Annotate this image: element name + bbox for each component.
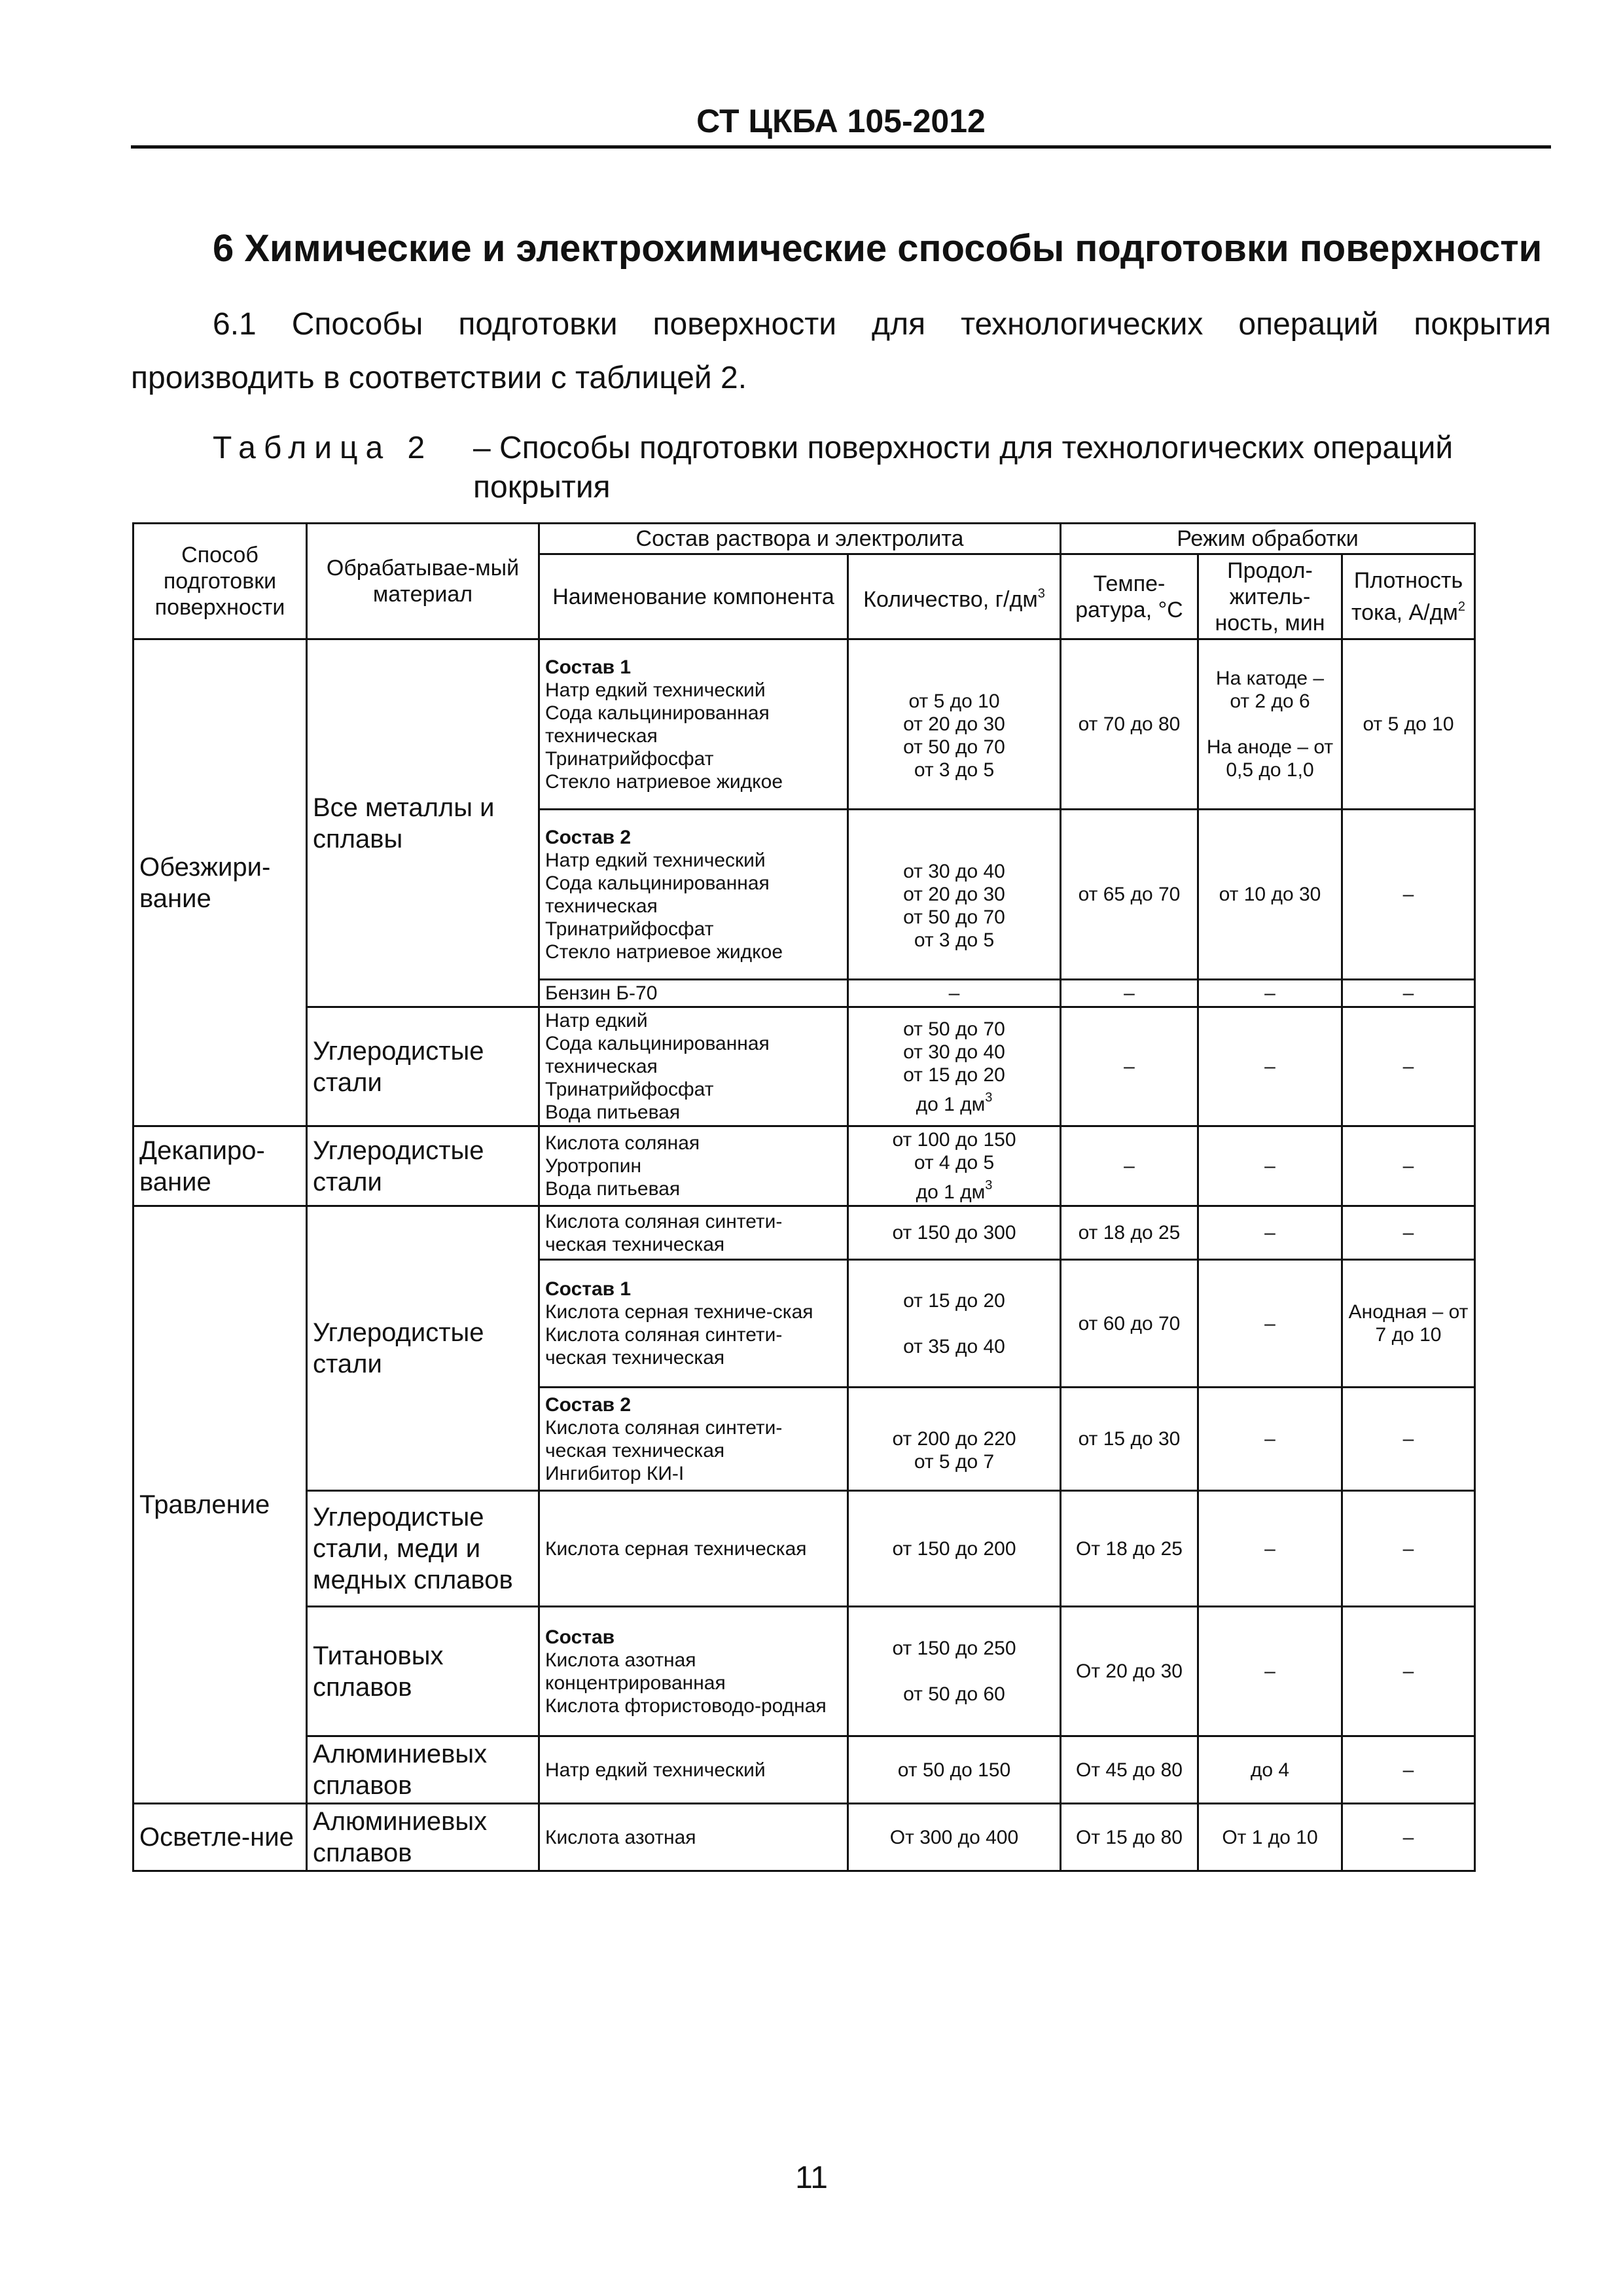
preparation-methods-table	[132, 522, 1476, 1872]
method-degreasing: Обезжири-вание	[134, 639, 307, 1126]
component-cell: Кислота соляная синтети-ческая техническая	[539, 1206, 848, 1260]
current-density-cell: –	[1342, 1126, 1475, 1206]
component-cell: Натр едкий Сода кальцинированная техническая Тринатрийфосфат Вода питьевая	[539, 1007, 848, 1126]
duration-cell: –	[1198, 1260, 1342, 1388]
temperature-cell: от 70 до 80	[1061, 639, 1198, 810]
current-density-cell: –	[1342, 1388, 1475, 1491]
table-row	[134, 1607, 1475, 1736]
table-row	[134, 1007, 1475, 1126]
method-decapping: Декапиро-вание	[134, 1126, 307, 1206]
header-duration: Продол-житель-ность, мин	[1198, 554, 1342, 639]
duration-cell: от 10 до 30	[1198, 810, 1342, 980]
temperature-cell: от 65 до 70	[1061, 810, 1198, 980]
duration-cell: На катоде – от 2 до 6 На аноде – от 0,5 до 1,0	[1198, 639, 1342, 810]
paragraph-6-1: 6.1 Способы подготовки поверхности для технологических операций покрытия производить в соответствии с таблицей 2.	[131, 307, 1551, 395]
duration-cell: –	[1198, 1126, 1342, 1206]
duration-cell: –	[1198, 980, 1342, 1007]
temperature-cell: От 45 до 80	[1061, 1736, 1198, 1804]
temperature-cell: –	[1061, 1007, 1198, 1126]
header-quantity: Количество, $г/дм^3$	[848, 554, 1061, 639]
quantity-cell: От 300 до 400	[848, 1804, 1061, 1871]
material-all-metals: Все металлы и сплавы	[307, 639, 539, 1007]
material-carbon-steel: Углеродистые стали	[307, 1007, 539, 1126]
header-mode: Режим обработки	[1061, 524, 1475, 554]
temperature-cell: от 15 до 30	[1061, 1388, 1198, 1491]
header-component: Наименование компонента	[539, 554, 848, 639]
material-aluminium-alloys: Алюминиевых сплавов	[307, 1804, 539, 1871]
composition-2-components: Состав 2 Кислота соляная синтети-ческая техническая Ингибитор КИ-I	[539, 1388, 848, 1491]
component-cell: Бензин Б-70	[539, 980, 848, 1007]
component-cell: Состав Кислота азотная концентрированная Кислота фтористоводо-родная	[539, 1607, 848, 1736]
quantity-cell: –	[848, 980, 1061, 1007]
table-caption-prefix: Таблица 2	[213, 431, 433, 465]
table-row	[134, 1804, 1475, 1871]
current-density-cell: –	[1342, 1736, 1475, 1804]
duration-cell: –	[1198, 1607, 1342, 1736]
composition-2-components: Состав 2 Натр едкий технический Сода кальцинированная техническая Тринатрийфосфат Стекло натриевое жидкое	[539, 810, 848, 980]
component-cell: Натр едкий технический	[539, 1736, 848, 1804]
document-code-header: СТ ЦКБА 105-2012	[696, 103, 986, 139]
temperature-cell: –	[1061, 1126, 1198, 1206]
current-density-cell: –	[1342, 1607, 1475, 1736]
duration-cell: –	[1198, 1491, 1342, 1607]
duration-cell: до 4	[1198, 1736, 1342, 1804]
quantity-cell: от 150 до 250 от 50 до 60	[848, 1607, 1061, 1736]
current-density-cell: –	[1342, 1007, 1475, 1126]
section-title: 6 Химические и электрохимические способы подготовки поверхности	[213, 227, 1543, 270]
quantity-cell: от 150 до 200	[848, 1491, 1061, 1607]
method-etching: Травление	[134, 1206, 307, 1804]
composition-1-quantities: от 15 до 20 от 35 до 40	[848, 1260, 1061, 1388]
page-number: 11	[795, 2161, 828, 2195]
table-row	[134, 1126, 1475, 1206]
temperature-cell: От 18 до 25	[1061, 1491, 1198, 1607]
component-cell: Кислота серная техническая	[539, 1491, 848, 1607]
table-row	[134, 1736, 1475, 1804]
current-density-cell: –	[1342, 1206, 1475, 1260]
header-material: Обрабатывае-мый материал	[307, 524, 539, 639]
temperature-cell: от 60 до 70	[1061, 1260, 1198, 1388]
material-carbon-steel-copper: Углеродистые стали, меди и медных сплавов	[307, 1491, 539, 1607]
temperature-cell: От 15 до 80	[1061, 1804, 1198, 1871]
current-density-cell: Анодная – от 7 до 10	[1342, 1260, 1475, 1388]
composition-1-quantities: от 5 до 10 от 20 до 30 от 50 до 70 от 3 до 5	[848, 639, 1061, 810]
duration-cell: –	[1198, 1007, 1342, 1126]
material-carbon-steel: Углеродистые стали	[307, 1206, 539, 1491]
current-density-cell: –	[1342, 980, 1475, 1007]
temperature-cell: От 20 до 30	[1061, 1607, 1198, 1736]
current-density-cell: –	[1342, 1804, 1475, 1871]
table-caption	[213, 429, 1554, 507]
material-carbon-steel: Углеродистые стали	[307, 1126, 539, 1206]
table-row	[134, 1206, 1475, 1260]
material-titanium-alloys: Титановых сплавов	[307, 1607, 539, 1736]
temperature-cell: –	[1061, 980, 1198, 1007]
header-current-density: Плотность тока, $А/дм^2$	[1342, 554, 1475, 639]
composition-2-quantities: от 200 до 220 от 5 до 7	[848, 1388, 1061, 1491]
material-aluminium-alloys: Алюминиевых сплавов	[307, 1736, 539, 1804]
quantity-cell: от 100 до 150 от 4 до 5 до 1 $дм^3$	[848, 1126, 1061, 1206]
table-row	[134, 639, 1475, 810]
header-solution: Состав раствора и электролита	[539, 524, 1061, 554]
method-brightening: Осветле-ние	[134, 1804, 307, 1871]
temperature-cell: от 18 до 25	[1061, 1206, 1198, 1260]
quantity-cell: от 50 до 70 от 30 до 40 от 15 до 20 до 1 $дм^3$	[848, 1007, 1061, 1126]
header-rule	[131, 145, 1551, 149]
current-density-cell: –	[1342, 810, 1475, 980]
duration-cell: От 1 до 10	[1198, 1804, 1342, 1871]
duration-cell: –	[1198, 1206, 1342, 1260]
current-density-cell: –	[1342, 1491, 1475, 1607]
quantity-cell: от 50 до 150	[848, 1736, 1061, 1804]
table-caption-text: – Способы подготовки поверхности для технологических операций покрытия	[473, 431, 1454, 505]
composition-1-components: Состав 1 Кислота серная техниче-ская Кислота соляная синтети-ческая техническая	[539, 1260, 848, 1388]
composition-1-components: Состав 1 Натр едкий технический Сода кальцинированная техническая Тринатрийфосфат Стекло натриевое жидкое	[539, 639, 848, 810]
component-cell: Кислота азотная	[539, 1804, 848, 1871]
table-row	[134, 1491, 1475, 1607]
component-cell: Кислота соляная Уротропин Вода питьевая	[539, 1126, 848, 1206]
header-temperature: Темпе-ратура, °С	[1061, 554, 1198, 639]
quantity-cell: от 150 до 300	[848, 1206, 1061, 1260]
header-method: Способ подготовки поверхности	[134, 524, 307, 639]
duration-cell: –	[1198, 1388, 1342, 1491]
current-density-cell: от 5 до 10	[1342, 639, 1475, 810]
composition-2-quantities: от 30 до 40 от 20 до 30 от 50 до 70 от 3 до 5	[848, 810, 1061, 980]
